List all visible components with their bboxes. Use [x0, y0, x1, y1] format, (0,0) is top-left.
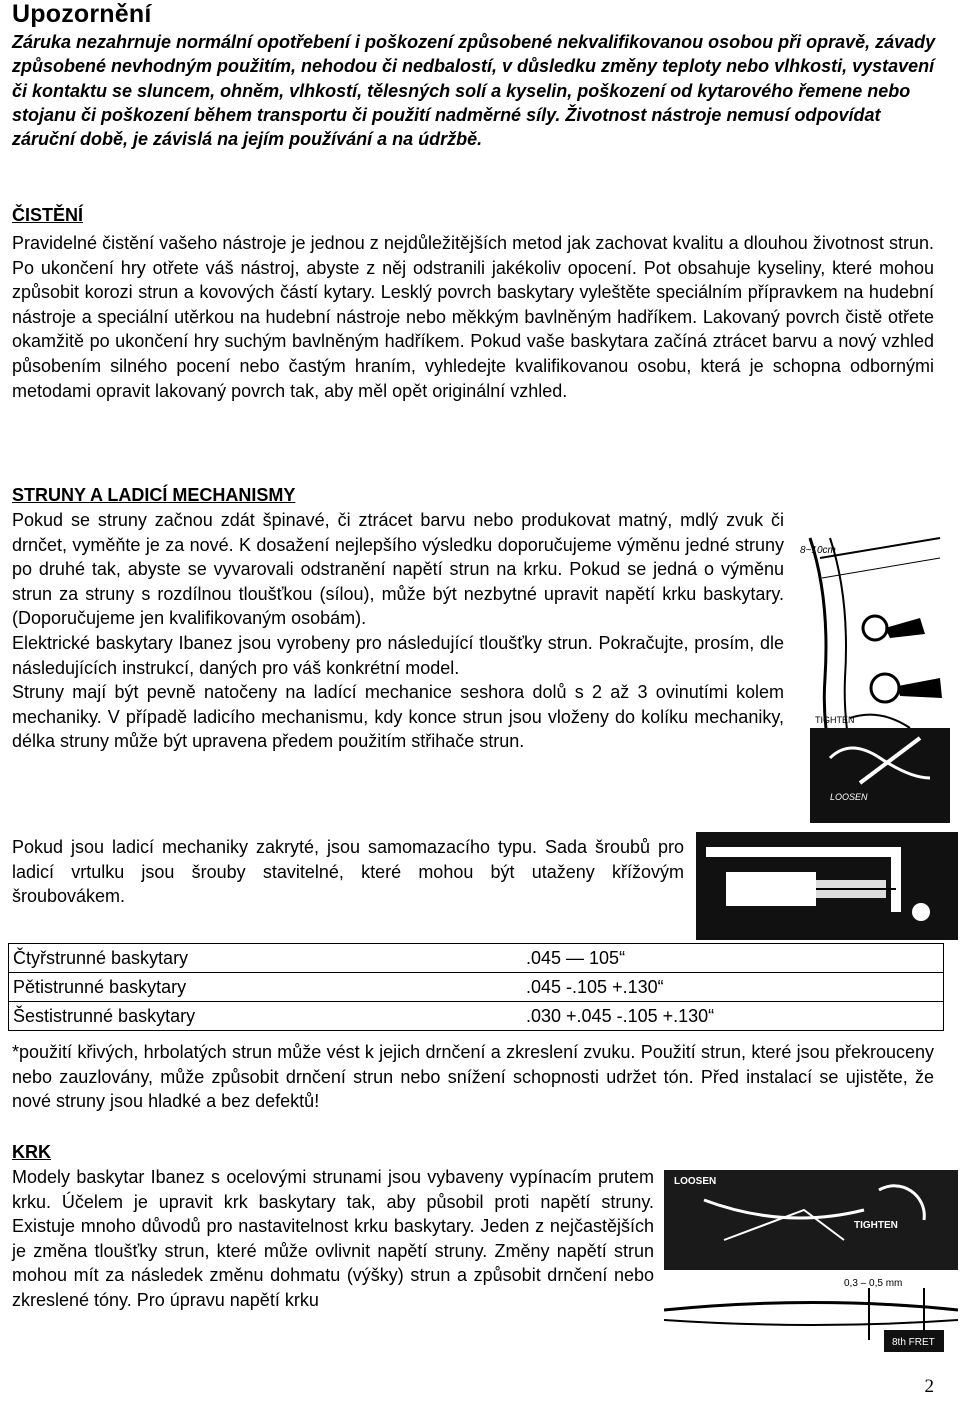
- gauge-value: .030 +.045 -.105 +.130“: [522, 1002, 944, 1031]
- gauge-label: Šestistrunné baskytary: [9, 1002, 523, 1031]
- hex-key-illustration: [696, 832, 958, 940]
- strings-paragraph-2: Elektrické baskytary Ibanez jsou vyrobeny pro následující tloušťky strun. Pokračujte, prosím, dle následujících instrukcí, daných pro váš konkrétní model.: [12, 632, 784, 678]
- truss-rod-illustration: [664, 1170, 958, 1365]
- strings-heading: STRUNY A LADICÍ MECHANISMY: [12, 485, 296, 505]
- gauge-label: Pětistrunné baskytary: [9, 973, 523, 1002]
- table-row: [9, 944, 944, 973]
- truss-rod-drawing: [664, 1170, 958, 1365]
- fig-neck-loosen-label: LOOSEN: [674, 1176, 717, 1187]
- hex-key-drawing: [696, 832, 958, 940]
- strings-paragraph-1: Pokud se struny začnou zdát špinavé, či ztrácet barvu nebo produkovat matný, mdlý zvuk či drnčet, vyměňte je za nové. K dosažení nejlepšího výsledku doporučujeme výměnu jedné struny po druhé tak, abyste se vyvarovali odstranění napětí strun na krku. Pokud se jedná o výměnu strun za struny s rozdílnou tloušťkou (sílou), může být nezbytné upravit napětí krku baskytary. (Doporučujeme jen kvalifikovaným osobám).: [12, 510, 784, 629]
- page-title: Upozornění: [12, 0, 152, 28]
- fig-loosen-label: LOOSEN: [830, 792, 868, 802]
- fig-fret-label: 8th FRET: [892, 1337, 935, 1348]
- headstock-drawing: [790, 518, 958, 830]
- strings-paragraph-4: Pokud jsou ladicí mechaniky zakryté, jsou samomazacího typu. Sada šroubů pro ladicí vrtulku jsou šrouby stavitelné, které mohou být utaženy křížovým šroubovákem.: [12, 837, 684, 907]
- neck-paragraph: Modely baskytar Ibanez s ocelovými strunami jsou vybaveny vypínacím prutem krku. Účelem je upravit krk baskytary tak, aby působil proti napětí struny. Existuje mnoho důvodů pro nastavitelnost krku baskytary. Jeden z nejčastějších je změna tloušťky strun, které může ovlivnit napětí struny. Změny napětí strun mohou mít za následek změnu dohmatu (výšky) strun a způsobit drnčení nebo zkreslené tóny. Pro úpravu napětí krku: [12, 1167, 654, 1310]
- headstock-illustration: [790, 518, 958, 830]
- cleaning-paragraph: Pravidelné čistění vašeho nástroje je jednou z nejdůležitějších metod jak zachovat kvalitu a dlouhou životnost strun. Po ukončení hry otřete váš nástroj, abyste z něj odstranili jakékoliv opocení. Pot obsahuje kyseliny, které mohou způsobit korozi strun a kovových částí kytary. Lesklý povrch baskytary vyleštěte speciálním přípravkem na hudební nástroje a speciální utěrkou na hudební nástroje nebo měkkým bavlněným hadříkem. Lakovaný povrch čistě otřete okamžitě po ukončení hry suchým bavlněným hadříkem. Pokud vaše baskytara začíná ztrácet barvu a nový vzhled působením silného pocení nebo častým hraním, vyhledejte kvalifikovanou osobu, která je schopna odbornými metodami opravit lakovaný povrch tak, aby měl opět originální vzhled.: [12, 233, 934, 401]
- cleaning-heading: ČISTĚNÍ: [12, 205, 84, 225]
- table-row: [9, 973, 944, 1002]
- footnote: *použití křivých, hrbolatých strun může vést k jejich drnčení a zkreslení zvuku. Použití strun, které jsou překrouceny nebo zauzlovány, může způsobit drnčení strun nebo snížení schopnosti udržet tón. Před instalací se ujistěte, že nové struny jsou hladké a bez defektů!: [12, 1042, 934, 1112]
- fig-tighten-label: TIGHTEN: [815, 715, 855, 725]
- strings-paragraph-3: Struny mají být pevně natočeny na ladící mechanice seshora dolů s 2 až 3 ovinutími kolem mechaniky. V případě ladicího mechanismu, kdy konce strun jsou vloženy do kolíku mechaniky, délka struny může být upravena předem použitím střihače strun.: [12, 682, 784, 752]
- fig-length-label: 8~10cm: [800, 545, 836, 556]
- strings-block-1: [12, 508, 784, 754]
- page-number: 2: [924, 1376, 934, 1397]
- gauge-value: .045 — 105“: [522, 944, 944, 973]
- table-row: [9, 1002, 944, 1031]
- gauge-label: Čtyřstrunné baskytary: [9, 944, 523, 973]
- string-gauge-table: [8, 943, 944, 1031]
- fig-neck-tighten-label: TIGHTEN: [854, 1220, 898, 1231]
- warranty-warning: Záruka nezahrnuje normální opotřebení i poškození způsobené nekvalifikovanou osobou při opravě, závady způsobené nevhodným použitím, nehodou či nedbalostí, v důsledku změny teploty nebo vlhkosti, vystavení či kontaktu se sluncem, ohněm, vlhkostí, tělesných solí a kyselin, poškození od kytarového řemene nebo stojanu či poškození během transportu či použití nadměrné síly. Životnost nástroje nemusí odpovídat záruční době, je závislá na jejím používání a na údržbě.: [12, 32, 936, 150]
- fig-gap-label: 0,3 – 0,5 mm: [844, 1278, 903, 1289]
- neck-heading: KRK: [12, 1142, 51, 1162]
- gauge-value: .045 -.105 +.130“: [522, 973, 944, 1002]
